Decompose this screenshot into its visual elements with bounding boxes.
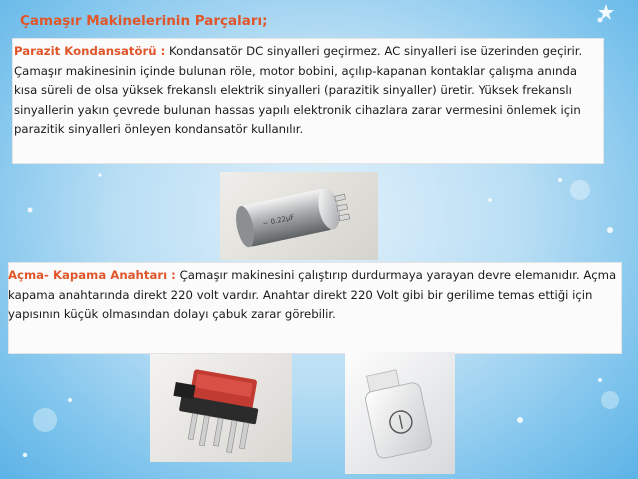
page-title: Çamaşır Makinelerinin Parçaları;: [20, 13, 268, 29]
switch-button-photo: [345, 352, 455, 474]
power-switch-photo: [150, 354, 292, 462]
capacitor-photo: [220, 172, 378, 260]
svg-text:~ 0.22µF: ~ 0.22µF: [261, 213, 296, 228]
switch-paragraph: [8, 266, 620, 325]
capacitor-description: Kondansatör DC sinyalleri geçirmez. AC sinyalleri ise üzerinden geçirir. Çamaşır makinesinin içinde bulunan röle, motor bobini, açılıp-kapanan kontaklar çalışma anında kısa süreli de olsa yüksek frekanslı elektrik sinyalleri (parazitik sinyaller) üretir. Yüksek frekanslı sinyallerin yakın çevrede bulunan hassas yapılı elektronik cihazlara zarar vermesini önlemek için parazitik sinyalleri önleyen kondansatör kullanılır.: [14, 44, 583, 137]
capacitor-paragraph: [14, 42, 604, 140]
switch-description: Çamaşır makinesini çalıştırıp durdurmaya yarayan devre elemanıdır. Açma kapama anahtarında direkt 220 volt vardır. Anahtar direkt 220 Volt gibi bir gerilime temas ettiği için yapısının küçük olmasından dolayı çabuk zarar görebilir.: [8, 268, 617, 322]
switch-label: Açma- Kapama Anahtarı :: [8, 268, 176, 282]
capacitor-label: Parazit Kondansatörü :: [14, 44, 166, 58]
